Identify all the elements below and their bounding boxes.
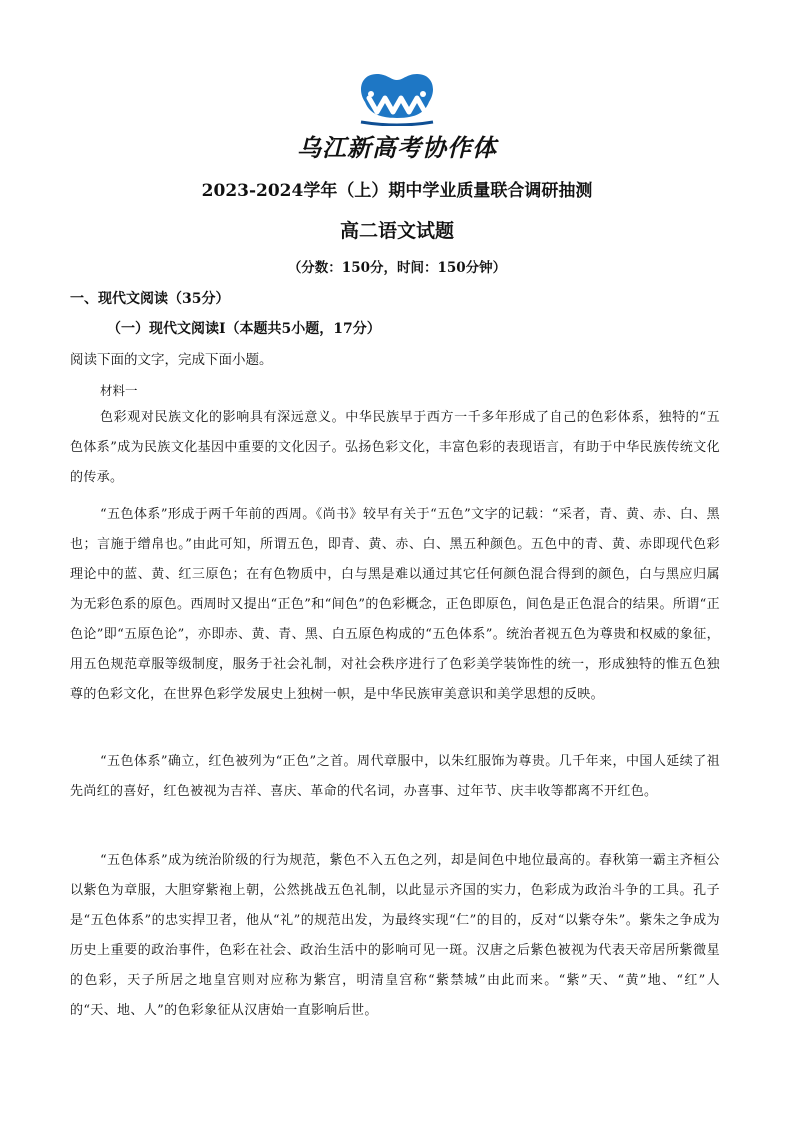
material-paragraph: “五色体系”确立，红色被列为“正色”之首。周代章服中，以朱红服饰为尊贵。几千年来，中国人延续了祖先尚红的喜好，红色被视为吉祥、喜庆、革命的代名词，办喜事、过年节、庆丰收等都离不开红色。 [70, 754, 720, 799]
material-paragraph: “五色体系”形成于两千年前的西周。《尚书》较早有关于“五色”文字的记载：“采者，青、黄、赤、白、黑也；言施于缯帛也。”由此可知，所谓五色，即青、黄、赤、白、黑五种颜色。五色中的青、黄、赤即现代色彩理论中的蓝、黄、红三原色；在有色物质中，白与黑是难以通过其它任何颜色混合得到的颜色，白与黑应归属为无彩色系的原色。西周时又提出“正色”和“间色”的色彩概念，正色即原色，间色是正色混合的结果。所谓“正色论”即“五原色论”，亦即赤、黄、青、黑、白五原色构成的“五色体系”。统治者视五色为尊贵和权威的象征，用五色规范章服等级制度，服务于社会礼制，对社会秩序进行了色彩美学装饰性的统一，形成独特的惟五色独尊的色彩文化，在世界色彩学发展史上独树一帜，是中华民族审美意识和美学思想的反映。 [70, 507, 720, 702]
section-heading: 一、现代文阅读（35分） [70, 291, 230, 307]
subsection-heading: （一）现代文阅读Ⅰ（本题共5小题，17分） [107, 321, 381, 337]
brand-name: 乌江新高考协作体 [297, 134, 497, 162]
reading-instruction: 阅读下面的文字，完成下面小题。 [70, 352, 273, 368]
exam-title: 2023-2024学年（上）期中学业质量联合调研抽测 [201, 181, 593, 201]
organization-logo-icon [355, 68, 439, 126]
subject-title: 高二语文试题 [339, 220, 454, 242]
material-paragraph: “五色体系”成为统治阶级的行为规范，紫色不入五色之列，却是间色中地位最高的。春秋第一霸主齐桓公以紫色为章服，大胆穿紫袍上朝，公然挑战五色礼制，以此显示齐国的实力，色彩成为政治斗争的工具。孔子是“五色体系”的忠实捍卫者，他从“礼”的规范出发，为最终实现“仁”的目的，反对“以紫夺朱”。紫朱之争成为历史上重要的政治事件，色彩在社会、政治生活中的影响可见一斑。汉唐之后紫色被视为代表天帝居所紫微星的色彩，天子所居之地皇宫则对应称为紫宫，明清皇宫称“紫禁城”由此而来。“紫”天、“黄”地、“红”人的“天、地、人”的色彩象征从汉唐始一直影响后世。 [70, 853, 720, 1018]
exam-meta: （分数：150分，时间：150分钟） [287, 260, 507, 276]
material-label: 材料一 [100, 383, 138, 398]
material-paragraph: 色彩观对民族文化的影响具有深远意义。中华民族早于西方一千多年形成了自己的色彩体系，独特的“五色体系”成为民族文化基因中重要的文化因子。弘扬色彩文化，丰富色彩的表现语言，有助于中华民族传统文化的传承。 [70, 410, 720, 485]
